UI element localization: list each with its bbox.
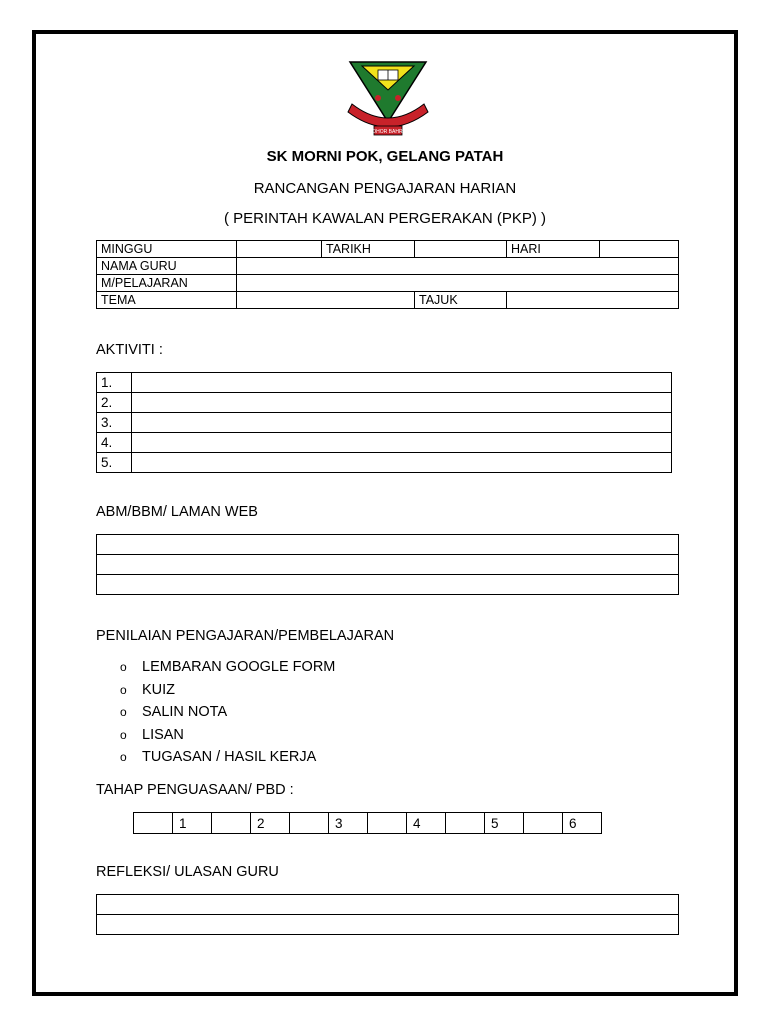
penilaian-item: TUGASAN / HASIL KERJA: [142, 749, 317, 765]
refleksi-table: [96, 894, 679, 935]
minggu-label: MINGGU: [97, 241, 237, 258]
pbd-checkbox[interactable]: [524, 813, 563, 834]
pbd-checkbox[interactable]: [446, 813, 485, 834]
tahap-heading: TAHAP PENGUASAAN/ PBD :: [96, 782, 294, 798]
pbd-level: 2: [251, 813, 290, 834]
refleksi-heading: REFLEKSI/ ULASAN GURU: [96, 864, 279, 880]
list-item: [120, 724, 335, 747]
aktiviti-number: 3.: [97, 413, 132, 433]
tajuk-field[interactable]: [507, 292, 679, 309]
document-page: [32, 30, 738, 996]
nama-guru-label: NAMA GURU: [97, 258, 237, 275]
info-table: [96, 240, 679, 309]
aktiviti-field[interactable]: [132, 433, 672, 453]
school-name: SK MORNI POK, GELANG PATAH: [266, 148, 504, 165]
pelajaran-label: M/PELAJARAN: [97, 275, 237, 292]
aktiviti-heading: AKTIVITI :: [96, 342, 163, 358]
list-item: [120, 701, 335, 724]
penilaian-item: LISAN: [142, 726, 184, 743]
tarikh-field[interactable]: [415, 241, 507, 258]
pbd-table: [133, 812, 602, 834]
pbd-level: 1: [173, 813, 212, 834]
abm-field[interactable]: [97, 555, 679, 575]
plan-subtitle: ( PERINTAH KAWALAN PERGERAKAN (PKP) ): [224, 210, 546, 227]
aktiviti-field[interactable]: [132, 373, 672, 393]
pbd-level: 3: [329, 813, 368, 834]
bullet-icon: o: [120, 705, 127, 719]
tajuk-label: TAJUK: [415, 292, 507, 309]
pbd-level: 5: [485, 813, 524, 834]
tema-field[interactable]: [237, 292, 415, 309]
aktiviti-table: [96, 372, 672, 473]
penilaian-item: KUIZ: [142, 681, 176, 698]
aktiviti-field[interactable]: [132, 453, 672, 473]
refleksi-field[interactable]: [97, 915, 679, 935]
abm-table: [96, 534, 679, 595]
pelajaran-field[interactable]: [237, 275, 679, 292]
pbd-checkbox[interactable]: [368, 813, 407, 834]
list-item: [120, 656, 335, 679]
aktiviti-number: 2.: [97, 393, 132, 413]
aktiviti-number: 4.: [97, 433, 132, 453]
bullet-icon: o: [120, 682, 127, 697]
bullet-icon: o: [120, 750, 127, 764]
hari-field[interactable]: [600, 241, 679, 258]
pbd-level: 4: [407, 813, 446, 834]
list-item: [120, 746, 335, 769]
school-crest-logo: [342, 56, 434, 140]
pbd-level: 6: [563, 813, 602, 834]
minggu-field[interactable]: [237, 241, 322, 258]
aktiviti-number: 1.: [97, 373, 132, 393]
tema-label: TEMA: [97, 292, 237, 309]
aktiviti-field[interactable]: [132, 413, 672, 433]
abm-field[interactable]: [97, 575, 679, 595]
refleksi-field[interactable]: [97, 895, 679, 915]
pbd-checkbox[interactable]: [212, 813, 251, 834]
abm-heading: ABM/BBM/ LAMAN WEB: [96, 504, 258, 520]
svg-text:JOHOR BAHRU: JOHOR BAHRU: [369, 129, 407, 135]
penilaian-item: SALIN NOTA: [142, 704, 228, 720]
tarikh-label: TARIKH: [322, 241, 415, 258]
penilaian-heading: PENILAIAN PENGAJARAN/PEMBELAJARAN: [96, 628, 395, 644]
list-item: [120, 679, 335, 702]
penilaian-item: LEMBARAN GOOGLE FORM: [142, 659, 336, 675]
penilaian-list: [120, 656, 335, 769]
pbd-checkbox[interactable]: [134, 813, 173, 834]
plan-title: RANCANGAN PENGAJARAN HARIAN: [253, 180, 517, 197]
abm-field[interactable]: [97, 535, 679, 555]
nama-guru-field[interactable]: [237, 258, 679, 275]
bullet-icon: o: [120, 727, 127, 742]
hari-label: HARI: [507, 241, 600, 258]
aktiviti-number: 5.: [97, 453, 132, 473]
aktiviti-field[interactable]: [132, 393, 672, 413]
bullet-icon: o: [120, 660, 127, 674]
pbd-checkbox[interactable]: [290, 813, 329, 834]
